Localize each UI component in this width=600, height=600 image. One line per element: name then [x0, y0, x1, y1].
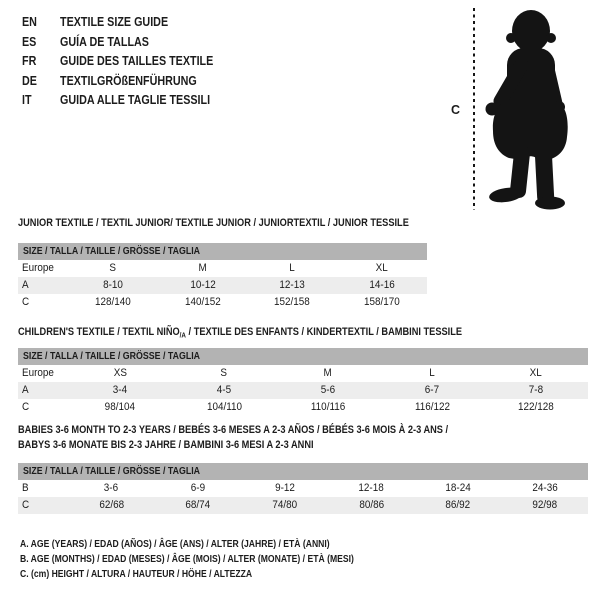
junior-size-table: [18, 217, 427, 311]
size-cell: XL: [529, 366, 543, 379]
size-cell: M: [198, 262, 207, 274]
size-cell: L: [429, 366, 435, 379]
size-cell: 8-10: [102, 279, 123, 291]
size-cell: 4-5: [216, 383, 232, 396]
row-label: Europe: [22, 262, 54, 274]
size-cell: 86/92: [445, 499, 471, 511]
size-cell: XS: [113, 366, 127, 379]
height-measure-label: C: [451, 103, 461, 117]
language-guide-title: GUIDA ALLE TAGLIE TESSILI: [60, 93, 211, 107]
size-cell: 10-12: [189, 279, 216, 291]
size-cell: 12-18: [358, 482, 385, 494]
size-header-bar: SIZE / TALLA / TAILLE / GRÖSSE / TAGLIA: [18, 243, 427, 260]
size-cell: 6-7: [424, 383, 440, 396]
row-label: C: [22, 499, 30, 511]
language-guide-title: GUÍA DE TALLAS: [60, 34, 149, 49]
footnotes: [20, 537, 427, 583]
size-cell: 122/128: [518, 400, 554, 413]
language-code: EN: [22, 15, 37, 29]
language-row: [22, 91, 238, 111]
toddler-silhouette-icon: [478, 8, 592, 210]
children-size-table: [18, 326, 588, 416]
size-cell: S: [220, 366, 228, 379]
footnote-line: B. AGE (MONTHS) / EDAD (MESES) / ÂGE (MOIS) / ALTER (MONATE) / ETÀ (MESI): [20, 553, 354, 566]
toddler-silhouette-shapes: [486, 10, 568, 210]
row-label: A: [22, 279, 29, 291]
language-row: [22, 13, 238, 33]
size-cell: 18-24: [445, 482, 471, 494]
size-cell: 104/110: [206, 400, 242, 413]
size-cell: 5-6: [320, 383, 336, 396]
size-cell: 74/80: [272, 499, 298, 511]
size-cell: 128/140: [94, 296, 131, 308]
language-code: IT: [22, 93, 32, 107]
table-row: [18, 480, 588, 497]
size-cell: 62/68: [98, 499, 124, 511]
size-cell: 140/152: [184, 296, 221, 308]
table-title: BABIES 3-6 MONTH TO 2-3 YEARS / BEBÉS 3-6 MESES A 2-3 AÑOS / BÉBÉS 3-6 MOIS À 2-3 ANS / BABYS 3-6 MONATE BIS 2-3 JAHRE / BAMBINI 3-6 MESI A 2-3 ANNI: [18, 424, 449, 451]
size-cell: 80/86: [358, 499, 384, 511]
height-measure-dashed-line: [473, 8, 475, 210]
size-header-bar: SIZE / TALLA / TAILLE / GRÖSSE / TAGLIA: [18, 463, 588, 480]
language-row: [22, 33, 238, 53]
size-cell: 68/74: [185, 499, 211, 511]
size-cell: 158/170: [364, 296, 401, 308]
language-guide-title: GUIDE DES TAILLES TEXTILE: [60, 54, 214, 68]
size-cell: 7-8: [528, 383, 544, 396]
language-code: FR: [22, 54, 37, 68]
row-label: A: [22, 383, 29, 396]
size-cell: S: [109, 262, 117, 274]
size-cell: 110/116: [310, 400, 346, 413]
size-cell: L: [289, 262, 296, 274]
size-cell: 6-9: [190, 482, 206, 494]
size-cell: 3-4: [112, 383, 128, 396]
table-row: [18, 382, 588, 399]
size-cell: XL: [376, 262, 389, 274]
language-guide-title: TEXTILGRÖßENFÜHRUNG: [60, 73, 197, 88]
size-cell: 14-16: [369, 279, 395, 291]
table-row: [18, 497, 588, 514]
size-cell: 116/122: [414, 400, 450, 413]
babies-size-table: [18, 423, 588, 514]
size-cell: M: [323, 366, 333, 379]
footnote-line: A. AGE (YEARS) / EDAD (AÑOS) / ÂGE (ANS) / ALTER (JAHRE) / ETÀ (ANNI): [20, 538, 330, 550]
size-cell: 24-36: [532, 482, 558, 494]
row-label: C: [22, 400, 30, 413]
row-label: Europe: [22, 366, 54, 379]
size-cell: 98/104: [104, 400, 136, 413]
table-title: CHILDREN'S TEXTILE / TEXTIL $NIÑO_{/A}$ / TEXTILE DES ENFANTS / KINDERTEXTIL / BAMBINI TESSILE: [18, 326, 463, 340]
size-cell: 152/158: [274, 296, 311, 308]
size-cell: 12-13: [279, 279, 306, 291]
table-title: JUNIOR TEXTILE / TEXTIL JUNIOR/ TEXTILE JUNIOR / JUNIORTEXTIL / JUNIOR TESSILE: [18, 217, 409, 229]
language-code: DE: [22, 73, 37, 88]
language-code: ES: [22, 34, 37, 49]
size-cell: 3-6: [104, 482, 119, 494]
table-row: [18, 277, 427, 294]
size-cell: 92/98: [532, 499, 558, 511]
row-label: B: [22, 482, 29, 494]
language-guide-title: TEXTILE SIZE GUIDE: [60, 15, 169, 29]
footnote-line: C. (cm) HEIGHT / ALTURA / HAUTEUR / HÖHE / ALTEZZA: [20, 568, 253, 581]
size-header-bar: SIZE / TALLA / TAILLE / GRÖSSE / TAGLIA: [18, 348, 588, 365]
table-row: [18, 365, 588, 382]
language-list: [22, 13, 238, 111]
language-row: [22, 52, 238, 72]
language-row: [22, 72, 238, 92]
table-row: [18, 399, 588, 416]
table-row: [18, 260, 427, 277]
row-label: C: [22, 296, 30, 308]
size-cell: 9-12: [274, 482, 295, 494]
table-row: [18, 294, 427, 311]
